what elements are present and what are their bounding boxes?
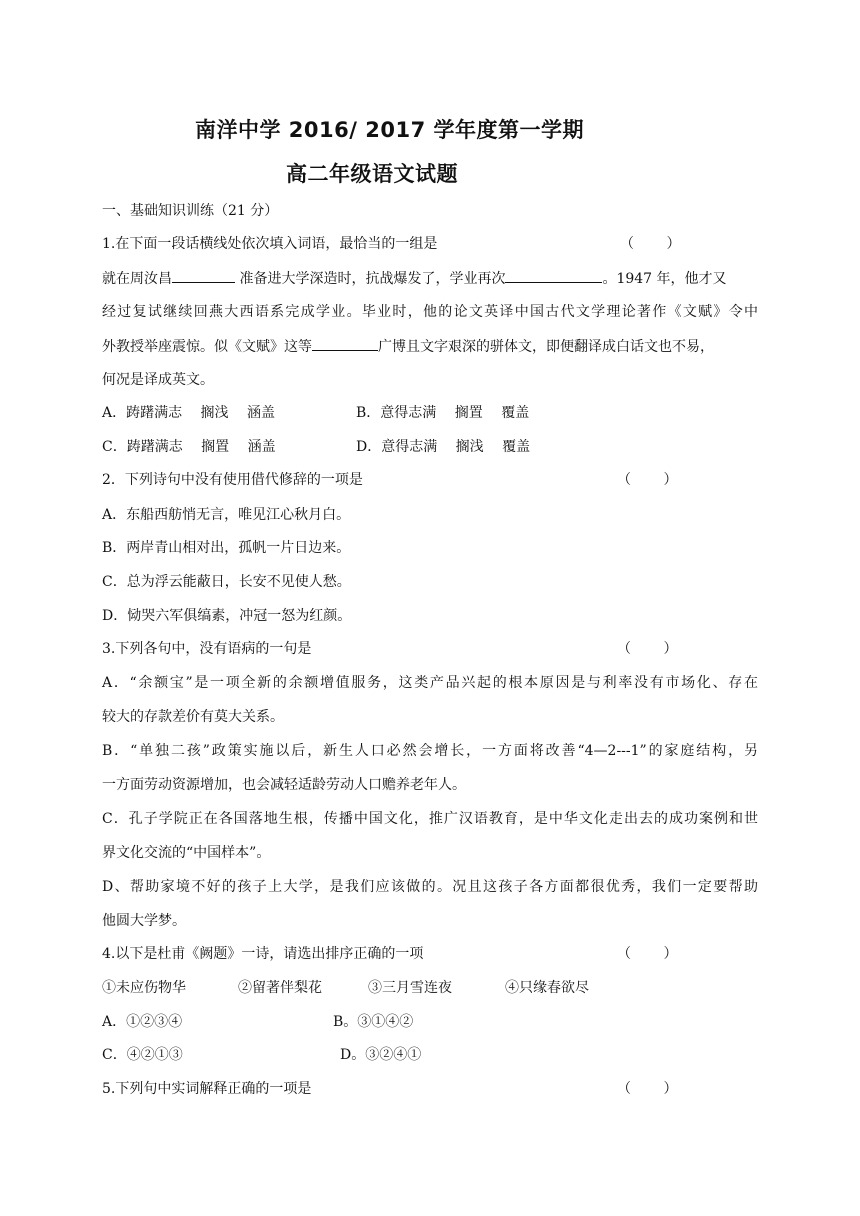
- q1-passage-line4: 何况是译成英文。: [102, 372, 214, 388]
- q4-answer-paren: （ ）: [617, 946, 678, 962]
- q4-poem-line-3: ③三月雪连夜: [368, 980, 452, 996]
- q1-passage-line1: [102, 268, 727, 289]
- q1-text: 广博且文字艰深的骈体文，即便翻译成白话文也不易，: [378, 339, 714, 355]
- q4-option-b: B。③①④②: [333, 1014, 414, 1030]
- q2-option-a: A．东船西舫悄无言，唯见江心秋月白。: [102, 507, 351, 523]
- q1-option-c: C．踌躇满志 搁置 涵盖: [102, 439, 276, 455]
- q5-answer-paren: （ ）: [617, 1081, 678, 1097]
- q4-option-d: D。③②④①: [340, 1047, 422, 1063]
- q1-text: 准备进大学深造时，抗战爆发了，学业再次: [235, 271, 506, 287]
- q4-poem-line-2: ②留著伴梨花: [238, 980, 322, 996]
- exam-title-line2: 高二年级语文试题: [286, 162, 458, 186]
- q1-option-d: D．意得志满 搁浅 覆盖: [356, 439, 531, 455]
- q3-option-a-line1: A．“余额宝”是一项全新的余额增值服务，这类产品兴起的根本原因是与利率没有市场化、存在: [102, 675, 758, 691]
- q2-option-d: D．恸哭六军俱缟素，冲冠一怒为红颜。: [102, 608, 352, 624]
- q1-option-a: A．踌躇满志 搁浅 涵盖: [102, 405, 276, 421]
- section-heading: 一、基础知识训练（21 分）: [102, 203, 279, 219]
- q3-option-a-line2: 较大的存款差价有莫大关系。: [102, 709, 284, 725]
- q1-stem: 1.在下面一段话横线处依次填入词语，最恰当的一组是: [102, 236, 438, 252]
- q3-stem: 3.下列各句中，没有语病的一句是: [102, 641, 312, 657]
- q1-blank-2: [505, 268, 602, 283]
- q2-stem: 2．下列诗句中没有使用借代修辞的一项是: [102, 472, 363, 488]
- exam-title-line1: 南洋中学 2016/ 2017 学年度第一学期: [195, 118, 584, 142]
- q3-option-d-line1: D、帮助家境不好的孩子上大学，是我们应该做的。况且这孩子各方面都很优秀，我们一定要帮助: [102, 879, 758, 895]
- q3-option-c-line1: C．孔子学院正在各国落地生根，传播中国文化，推广汉语教育，是中华文化走出去的成功案例和世: [102, 811, 758, 827]
- q2-option-c: C．总为浮云能蔽日，长安不见使人愁。: [102, 574, 351, 590]
- q4-option-c: C．④②①③: [102, 1047, 183, 1063]
- q1-passage-line3: [102, 336, 714, 357]
- q3-option-d-line2: 他圆大学梦。: [102, 913, 186, 929]
- q2-option-b: B．两岸青山相对出，孤帆一片日边来。: [102, 540, 351, 556]
- q1-text: 就在周汝昌: [102, 271, 172, 287]
- q2-answer-paren: （ ）: [617, 472, 678, 488]
- q4-stem: 4.以下是杜甫《阙题》一诗，请选出排序正确的一项: [102, 946, 424, 962]
- q1-text: 外教授举座震惊。似《文赋》这等: [102, 339, 312, 355]
- q1-blank-1: [172, 268, 235, 283]
- q1-answer-paren: （ ）: [620, 236, 681, 252]
- q4-poem-line-4: ④只缘春欲尽: [505, 980, 589, 996]
- q5-stem: 5.下列句中实词解释正确的一项是: [102, 1081, 312, 1097]
- q1-passage-line2: 经过复试继续回燕大西语系完成学业。毕业时，他的论文英译中国古代文学理论著作《文赋》令中: [102, 304, 758, 320]
- q1-option-b: B．意得志满 搁置 覆盖: [356, 405, 530, 421]
- q3-option-b-line2: 一方面劳动资源增加，也会减轻适龄劳动人口赡养老年人。: [102, 777, 466, 793]
- q3-option-b-line1: B．“单独二孩”政策实施以后，新生人口必然会增长，一方面将改善“4—2---1”的家庭结构，另: [102, 743, 758, 759]
- q1-blank-3: [312, 336, 378, 351]
- q3-answer-paren: （ ）: [617, 641, 678, 657]
- q4-option-a: A．①②③④: [102, 1014, 183, 1030]
- q4-poem-line-1: ①未应伤物华: [102, 980, 186, 996]
- q3-option-c-line2: 界文化交流的“中国样本”。: [102, 845, 271, 861]
- q1-text: 。1947 年，他才又: [602, 271, 727, 287]
